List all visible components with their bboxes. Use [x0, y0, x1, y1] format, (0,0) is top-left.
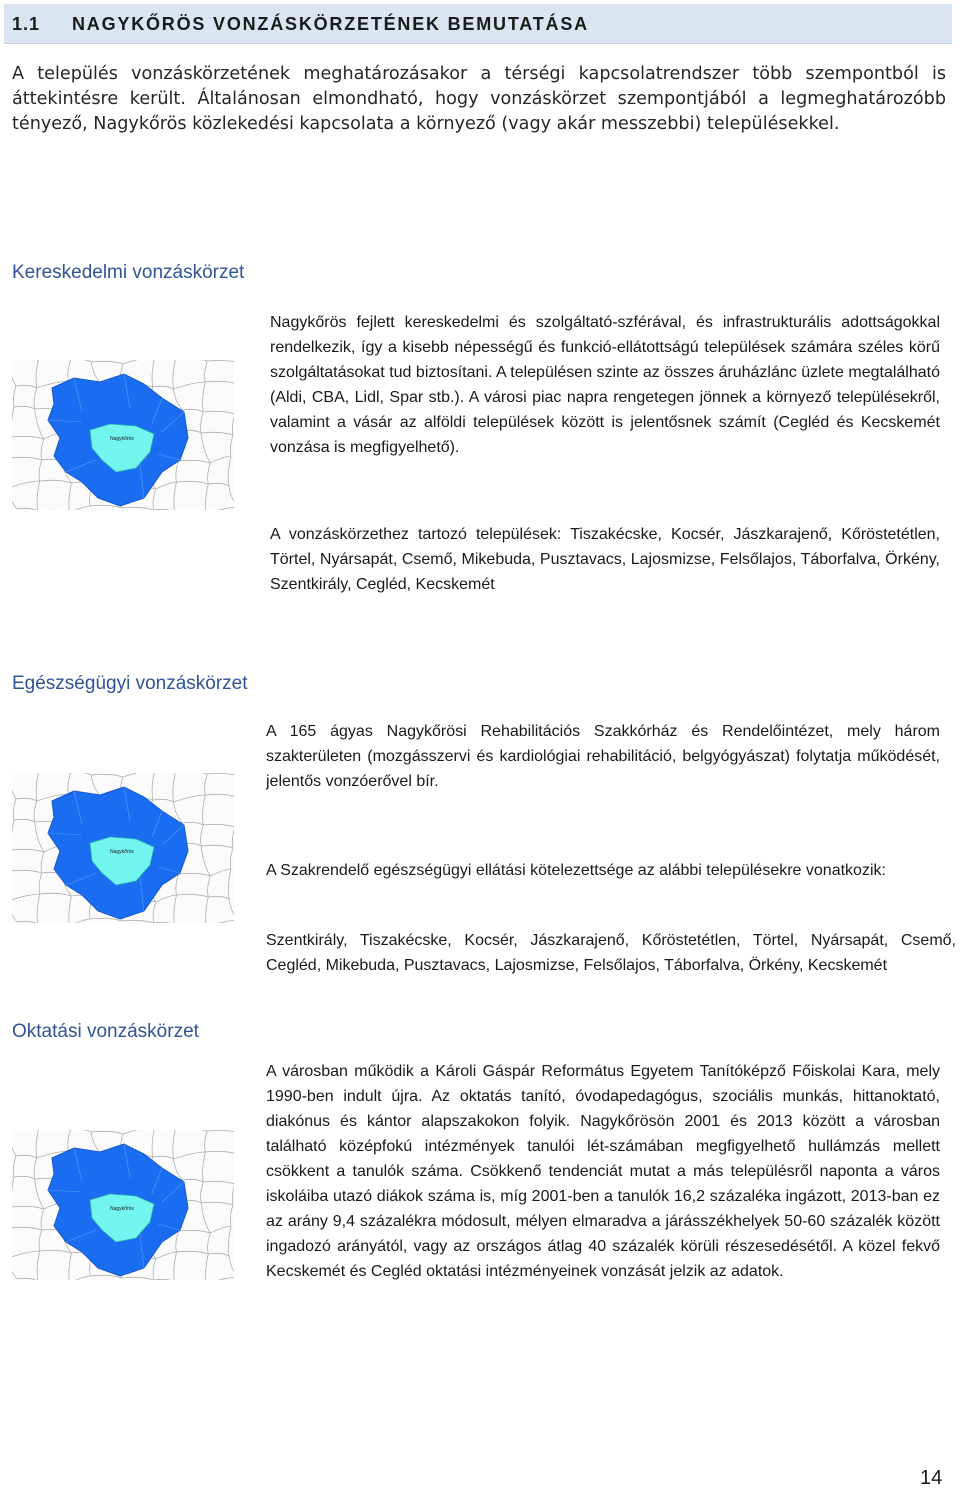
city-label: Nagykőrös [110, 1206, 134, 1212]
intro-paragraph: A település vonzáskörzetének meghatározásakor a térségi kapcsolatrendszer több szempontból is áttekintésre került. Általánosan elmondható, hogy vonzáskörzet szempontjából a legmeghatározóbb tényező, Nagykőrös közlekedési kapcsolata a környező (vagy akár messzebbi) településekkel. [12, 64, 946, 134]
catchment-map-graphic [12, 360, 234, 510]
education-title: Oktatási vonzáskörzet [12, 1021, 199, 1042]
commercial-map [12, 360, 234, 510]
health-map [12, 773, 234, 923]
commercial-paragraph-1: Nagykőrös fejlett kereskedelmi és szolgáltató-szférával, és infrastrukturális adottságokkal rendelkezik, így a kisebb népességű és funkció-ellátottságú települések számára széles körű szolgáltatásokat tud biztosítani. A településen szinte az összes áruházlánc üzlete megtalálható (Aldi, CBA, Lidl, Spar stb.). A városi piac napra rengetegen jönnek a környező településekről, valamint a vásár az alföldi települések között is jelentősnek számít (Cegléd és Kecskemét vonzása is megfigyelhető). [270, 314, 940, 456]
commercial-title: Kereskedelmi vonzáskörzet [12, 262, 245, 283]
health-paragraph-1: A 165 ágyas Nagykőrösi Rehabilitációs Szakkórház és Rendelőintézet, mely három szakterületen (mozgásszervi és kardiológiai rehabilitáció, belgyógyászat) folytatja működését, jelentős vonzóerővel bír. [266, 723, 940, 790]
health-title: Egészségügyi vonzáskörzet [12, 673, 248, 694]
section-title: NAGYKŐRÖS VONZÁSKÖRZETÉNEK BEMUTATÁSA [72, 14, 589, 34]
education-map [12, 1130, 234, 1280]
health-paragraph-2: A Szakrendelő egészségügyi ellátási kötelezettsége az alábbi településekre vonatkozik: [266, 862, 886, 879]
catchment-map-graphic [12, 773, 234, 923]
health-paragraph-3: Szentkirály, Tiszakécske, Kocsér, Jászkarajenő, Kőröstetétlen, Törtel, Nyársapát, Csemő, Cegléd, Mikebuda, Pusztavacs, Lajosmizse, Felsőlajos, Táborfalva, Örkény, Kecskemét [266, 932, 956, 974]
section-number: 1.1 [12, 14, 41, 34]
city-label: Nagykőrös [110, 436, 134, 442]
section-heading-bar [4, 4, 952, 44]
page-number: 14 [920, 1467, 943, 1489]
education-paragraph: A városban működik a Károli Gáspár Református Egyetem Tanítóképző Főiskolai Kara, mely 1990-ben indult újra. Az oktatás tanító, óvodapedagógus, szociális munkás, hittanoktató, diakónus és kántor alapszakokon folyik. Nagykőrösön 2001 és 2013 között a városban található középfokú intézmények tanulói lét-számában megfigyelhető hullámzás mellett csökkent a tanulók száma. Csökkenő tendenciát mutat a más településről naponta a város iskoláiba utazó diákok száma is, míg 2001-ben a tanulók 16,2 százaléka ingázott, 2013-ban ez az arány 9,4 százalékra módosult, mélyen elmaradva a járásszékhelyek 50-60 százalék között ingadozó arányától, vagy az országos átlag 40 százalék körüli részesedésétől. A közel fekvő Kecskemét és Cegléd oktatási intézményeinek vonzását jelzik az adatok. [266, 1063, 940, 1280]
commercial-paragraph-2: A vonzáskörzethez tartozó települések: Tiszakécske, Kocsér, Jászkarajenő, Kőröstetétlen, Törtel, Nyársapát, Csemő, Mikebuda, Pusztavacs, Lajosmizse, Felsőlajos, Táborfalva, Örkény, Szentkirály, Cegléd, Kecskemét [270, 526, 940, 593]
catchment-map-graphic [12, 1130, 234, 1280]
city-label: Nagykőrös [110, 849, 134, 855]
